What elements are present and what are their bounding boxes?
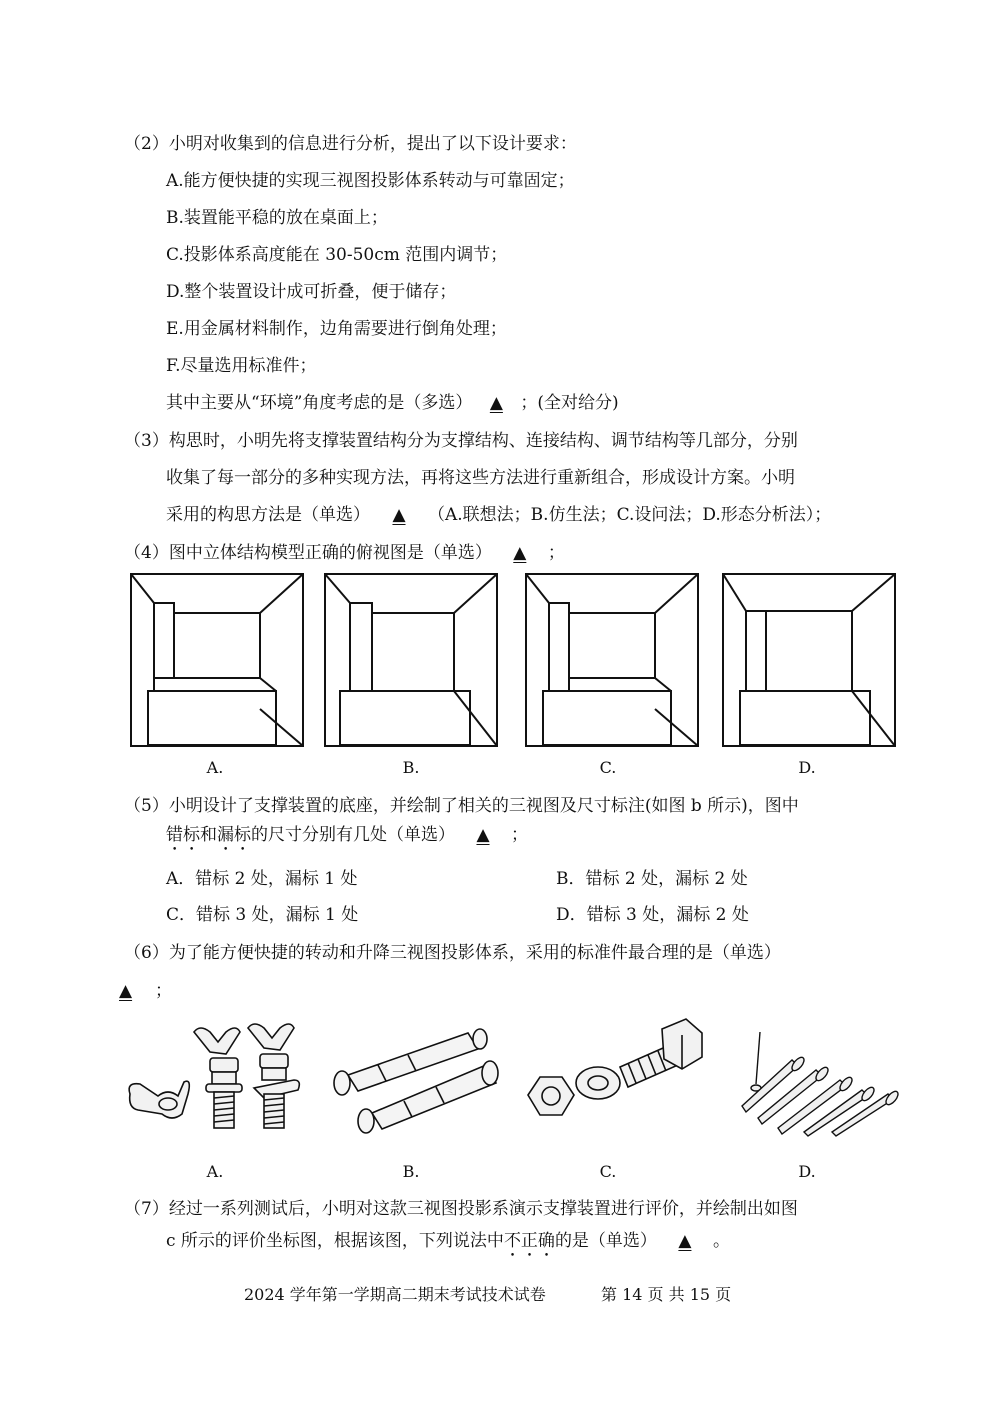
q7-emphasis: 不正确: [503, 1231, 555, 1251]
q7-ask: c 所示的评价坐标图，根据该图，下列说法中: [166, 1231, 504, 1251]
q7-line1: （7）经过一系列测试后，小明对这款三视图投影系演示支撑装置进行评价，并绘制出如图: [124, 1199, 798, 1219]
q5-option-c: C．错标 3 处，漏标 1 处: [166, 905, 359, 925]
q4-label-b: B.: [402, 758, 420, 777]
q4-answer-blank[interactable]: ▲: [513, 543, 527, 563]
q4-option-c-figure: [525, 573, 699, 747]
q3-answer-blank[interactable]: ▲: [392, 505, 406, 525]
q6-option-d-figure: [732, 1028, 900, 1138]
q2-intro: （2）小明对收集到的信息进行分析，提出了以下设计要求：: [124, 134, 577, 154]
q5-ask-post: ；: [511, 825, 528, 845]
q5-line2: [166, 822, 528, 855]
q7-answer-blank[interactable]: ▲: [678, 1231, 692, 1251]
q6-option-c-figure: [522, 1015, 706, 1139]
q2-ask: 其中主要从“环境”角度考虑的是（多选）: [166, 393, 473, 413]
q5-option-d: D．错标 3 处，漏标 2 处: [556, 905, 749, 925]
q2-item-c: C.投影体系高度能在 30-50cm 范围内调节；: [166, 245, 508, 265]
q4-option-d-figure: [722, 573, 896, 747]
q6-ask-post: ；: [155, 981, 172, 1001]
footer-page-number: 第 14 页 共 15 页: [601, 1285, 732, 1304]
q4-option-b-figure: [324, 573, 498, 747]
q5-option-a: A．错标 2 处，漏标 1 处: [166, 869, 358, 889]
q2-item-a: A.能方便快捷的实现三视图投影体系转动与可靠固定；: [166, 171, 575, 191]
q4-label-d: D.: [798, 758, 816, 777]
q7-line2: [166, 1228, 730, 1261]
q2-item-e: E.用金属材料制作，边角需要进行倒角处理；: [166, 319, 507, 339]
q3-options: （A.联想法；B.仿生法；C.设问法；D.形态分析法）；: [428, 505, 832, 525]
q6-answer-blank[interactable]: ▲: [119, 981, 133, 1001]
q2-ask-post: ；(全对给分): [520, 393, 619, 413]
footer-title: 2024 学年第一学期高二期末考试技术试卷: [244, 1285, 546, 1304]
q6-label-c: C.: [599, 1162, 617, 1181]
q5-option-b: B．错标 2 处，漏标 2 处: [556, 869, 748, 889]
q4-option-a-figure: [130, 573, 304, 747]
q5-line1: （5）小明设计了支撑装置的底座，并绘制了相关的三视图及尺寸标注(如图 b 所示)，图中: [124, 796, 799, 816]
q2-question: [166, 390, 619, 416]
q6-label-a: A.: [206, 1162, 224, 1181]
q5-wrong-mark: 错标: [166, 825, 200, 845]
q6-option-a-figure: [124, 1018, 314, 1138]
q2-item-d: D.整个装置设计成可折叠，便于储存；: [166, 282, 457, 302]
q5-and: 和: [200, 825, 217, 845]
q2-item-f: F.尽量选用标准件；: [166, 356, 317, 376]
q2-answer-blank[interactable]: ▲: [489, 393, 503, 413]
q4-label-a: A.: [206, 758, 224, 777]
q6-label-b: B.: [402, 1162, 420, 1181]
q3-line1: （3）构思时，小明先将支撑装置结构分为支撑结构、连接结构、调节结构等几部分，分别: [124, 431, 798, 451]
q3-line2: 收集了每一部分的多种实现方法，再将这些方法进行重新组合，形成设计方案。小明: [166, 468, 795, 488]
q5-answer-blank[interactable]: ▲: [476, 825, 490, 845]
q4-ask-post: ；: [547, 543, 565, 563]
q5-missing-mark: 漏标: [217, 825, 251, 845]
q4-question: [124, 540, 565, 566]
q4-ask: （4）图中立体结构模型正确的俯视图是（单选）: [124, 543, 492, 563]
q4-label-c: C.: [599, 758, 617, 777]
q5-ask: 的尺寸分别有几处（单选）: [251, 825, 455, 845]
q6-line1: （6）为了能方便快捷的转动和升降三视图投影体系，采用的标准件最合理的是（单选）: [124, 943, 781, 963]
q6-label-d: D.: [798, 1162, 816, 1181]
q6-line2: [119, 978, 172, 1004]
q7-ask-post: 。: [712, 1231, 730, 1251]
q3-ask: 采用的构思方法是（单选）: [166, 505, 370, 525]
q6-option-b-figure: [328, 1025, 506, 1135]
q3-line3: [166, 502, 831, 528]
q7-ask-mid: 的是（单选）: [554, 1231, 657, 1251]
q2-item-b: B.装置能平稳的放在桌面上；: [166, 208, 388, 228]
